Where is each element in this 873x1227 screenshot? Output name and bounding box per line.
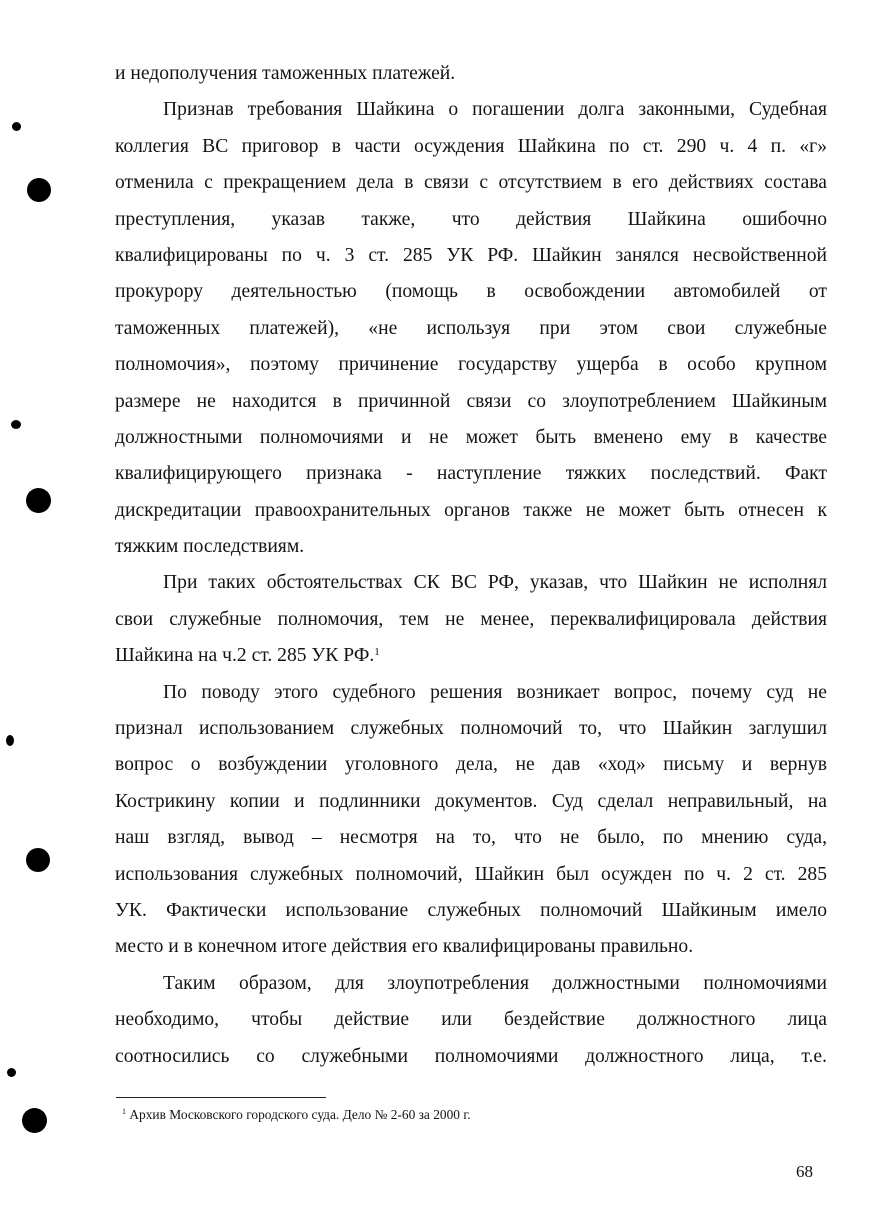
- body-line-text: полномочия», поэтому причинение государству ущерба в особо крупном: [115, 354, 827, 376]
- body-line-text: наш взгляд, вывод – несмотря на то, что не было, по мнению суда,: [115, 827, 827, 849]
- body-line: [115, 1039, 827, 1075]
- page-number: 68: [796, 1162, 813, 1181]
- body-line: [115, 1002, 827, 1038]
- body-line: [115, 165, 827, 201]
- body-line: [115, 966, 827, 1002]
- punch-hole: [26, 488, 51, 513]
- body-line-text: преступления, указав также, что действия Шайкина ошибочно: [115, 208, 827, 230]
- body-line: [115, 929, 827, 965]
- body-line-text: Шайкина на ч.2 ст. 285 УК РФ.: [115, 645, 375, 667]
- body-line: [115, 602, 827, 638]
- body-line-text: При таких обстоятельствах СК ВС РФ, указав, что Шайкин не исполнял: [163, 572, 827, 594]
- body-line: [115, 347, 827, 383]
- body-line: [115, 202, 827, 238]
- body-line-text: использования служебных полномочий, Шайкин был осужден по ч. 2 ст. 285: [115, 863, 827, 885]
- body-line: [115, 493, 827, 529]
- body-line: [115, 238, 827, 274]
- body-line-text: коллегия ВС приговор в части осуждения Шайкина по ст. 290 ч. 4 п. «г»: [115, 135, 827, 157]
- scan-speck: [7, 1068, 16, 1077]
- footnote-text: Архив Московского городского суда. Дело № 2-60 за 2000 г.: [126, 1107, 471, 1122]
- body-line-text: должностными полномочиями и не может быть вменено ему в качестве: [115, 426, 827, 448]
- body-line-text: и недополучения таможенных платежей.: [115, 63, 456, 84]
- body-line: [115, 638, 827, 674]
- body-line-text: Таким образом, для злоупотребления должностными полномочиями: [163, 972, 827, 994]
- body-line: [115, 565, 827, 601]
- body-line-text: размере не находится в причинной связи со злоупотреблением Шайкиным: [115, 390, 827, 412]
- scan-speck: [12, 122, 21, 131]
- punch-hole: [27, 178, 51, 202]
- body-line-text: необходимо, чтобы действие или бездействие должностного лица: [115, 1009, 827, 1031]
- body-text: [115, 56, 827, 1075]
- punch-hole: [22, 1108, 47, 1133]
- body-line-text: квалифицированы по ч. 3 ст. 285 УК РФ. Шайкин занялся несвойственной: [115, 244, 827, 266]
- body-line: [115, 92, 827, 128]
- body-line-text: признал использованием служебных полномочий то, что Шайкин заглушил: [115, 718, 827, 740]
- body-line: [115, 675, 827, 711]
- body-line: [115, 711, 827, 747]
- body-line: [115, 456, 827, 492]
- body-line-text: квалифицирующего признака - наступление тяжких последствий. Факт: [115, 463, 827, 485]
- scan-speck: [11, 420, 21, 429]
- footnote: [122, 1106, 471, 1124]
- body-line-text: отменила с прекращением дела в связи с отсутствием в его действиях состава: [115, 172, 827, 194]
- body-line: [115, 311, 827, 347]
- body-line: [115, 274, 827, 310]
- body-line: [115, 784, 827, 820]
- body-line-text: свои служебные полномочия, тем не менее, переквалифицировала действия: [115, 608, 827, 630]
- body-line-text: тяжким последствиям.: [115, 536, 305, 558]
- body-line-text: вопрос о возбуждении уголовного дела, не дав «ход» письму и вернув: [115, 754, 827, 776]
- body-line: [115, 56, 827, 92]
- body-line: [115, 857, 827, 893]
- body-line: [115, 384, 827, 420]
- body-line-text: место и в конечном итоге действия его квалифицированы правильно.: [115, 936, 694, 958]
- body-line-text: прокурору деятельностью (помощь в освобождении автомобилей от: [115, 281, 827, 303]
- body-line: [115, 820, 827, 856]
- body-line-text: Кострикину копии и подлинники документов. Суд сделал неправильный, на: [115, 790, 827, 812]
- footnote-separator: [116, 1097, 326, 1098]
- body-line-text: По поводу этого судебного решения возникает вопрос, почему суд не: [163, 681, 827, 703]
- body-line-text: соотносились со служебными полномочиями должностного лица, т.е.: [115, 1045, 827, 1067]
- body-line-text: Признав требования Шайкина о погашении долга законными, Судебная: [163, 99, 827, 121]
- body-line-text: дискредитации правоохранительных органов также не может быть отнесен к: [115, 499, 827, 521]
- body-line-text: УК. Фактически использование служебных полномочий Шайкиным имело: [115, 899, 827, 921]
- body-line: [115, 529, 827, 565]
- body-line: [115, 420, 827, 456]
- body-line-text: таможенных платежей), «не используя при этом свои служебные: [115, 317, 827, 339]
- footnote-marker: 1: [122, 1107, 126, 1116]
- scan-speck: [6, 735, 14, 746]
- body-line: [115, 747, 827, 783]
- punch-hole: [26, 848, 50, 872]
- body-line: [115, 129, 827, 165]
- footnote-reference: 1: [374, 646, 380, 659]
- body-line: [115, 893, 827, 929]
